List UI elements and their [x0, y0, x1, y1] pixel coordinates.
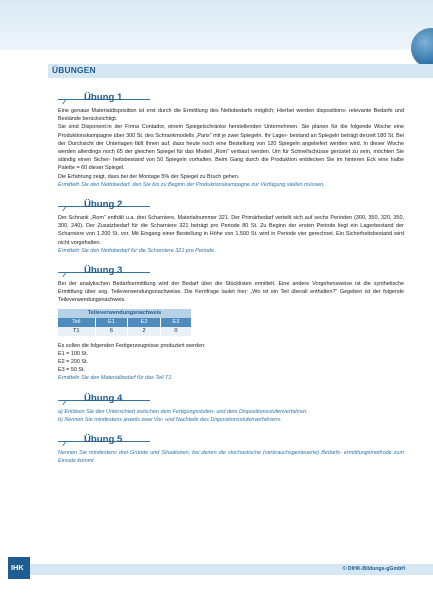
table-header-cell: E3 — [160, 318, 191, 327]
header-band — [0, 0, 433, 50]
section-bar — [48, 64, 433, 78]
exercise-heading — [58, 393, 404, 407]
exercise-heading — [58, 199, 404, 213]
table-header-cell: E2 — [128, 318, 161, 327]
task-text: Ermitteln Sie den Nettobedarf, den Sie bis zu Beginn der Produktionskampagne zur Verfügung stellen müssen. — [58, 181, 325, 188]
exercise-heading — [58, 92, 404, 106]
table-row — [58, 327, 191, 336]
logo-text: IHK — [11, 563, 24, 572]
list-item: E3 = 50 St. — [58, 367, 86, 374]
paragraph: Bei der analytischen Bedarfsermittlung wird der Bedarf über die Stücklisten ermittelt. Eine andere Vorgehensweise ist die synthetische Ermittlung über sog. Teileverwendungsnachweise. Die Kernfrage lautet hier: „Wo ist ein Teil überall enthalten?“ Gegeben ist der folgende Teileverwendungsnachweis. — [58, 281, 404, 304]
product-list — [58, 342, 404, 375]
page-content — [58, 92, 404, 465]
exercise-3 — [58, 265, 404, 383]
task-text: b) Nennen Sie mindestens jeweils zwei Vor- und Nachteile des Dispositionsstufenverfahrens. — [58, 416, 282, 423]
paragraph: Sie sind Disponent:in der Firma Contador, einem Spiegelschränke herstellenden Unternehmen. Sie planen für die folgende Woche eine Produktionskampagne über 300 St. des Schrankmodells „Paris“ mit je zwei Spiegeln. Ihr Lager- bestand an Spiegeln beträgt derzeit 180 St. Bei der Durchsicht der Unterlagen fällt Ihnen auf, dass heute noch eine Bestellung von 120 Spiegeln angeliefert werden wird. In dieser Woche werden allerdings noch 65 der gleichen Spiegel für das Modell „Rom“ verbaut werden. Um für Schnellschüsse gerüstet zu sein, möchten Sie ständig einen Sicher- heitsbestand von 50 Spiegeln vorhalten. Beim Gang durch die Produktion entdecken Sie im hinteren Eck eine halbe Palette = 60 dieser Spiegel. — [58, 124, 404, 172]
exercise-4 — [58, 393, 404, 424]
exercise-title: Übung 4 — [84, 392, 123, 404]
ihk-logo — [8, 557, 30, 579]
task-text: Nennen Sie mindestens drei Gründe und Situationen, bei denen die stochastische (verbrauchsgesteuerte) Bedarfs- ermittlungsmethode zum Einsatz kommt. — [58, 450, 404, 465]
task-text: a) Erklären Sie den Unterschied zwischen dem Fertigungsstufen- und dem Dispositionsstufenverfahren. — [58, 408, 308, 415]
exercise-title: Übung 5 — [84, 434, 123, 446]
usage-table — [58, 309, 191, 336]
paragraph: Eine genaue Materialdisposition ist erst durch die Ermittlung des Nettobedarfs möglich; Hierbei werden dispositions- relevante Bedarfe und Bestände berücksichtigt. — [58, 108, 404, 123]
exercise-title: Übung 1 — [84, 92, 123, 103]
list-item: E1 = 100 St. — [58, 350, 89, 357]
table-cell: 0 — [160, 327, 191, 336]
table-header-cell: E1 — [95, 318, 128, 327]
exercise-heading — [58, 434, 404, 448]
section-title: ÜBUNGEN — [52, 65, 96, 75]
table-cell: 6 — [95, 327, 128, 336]
exercise-5 — [58, 434, 404, 465]
task-text: Ermitteln Sie den Nettobedarf für die Scharniere 321 pro Periode. — [58, 247, 216, 254]
exercise-1 — [58, 92, 404, 189]
exercise-2 — [58, 199, 404, 255]
copyright: © DIHK-Bildungs-gGmbH — [342, 566, 405, 572]
table-title: Teileverwendungsnachweis — [58, 309, 191, 318]
exercise-title: Übung 2 — [84, 199, 123, 211]
paragraph: Es sollen die folgenden Fertigerzeugnisse produziert werden: — [58, 342, 206, 349]
table-header-cell: Teil — [58, 318, 95, 327]
table-cell: T1 — [58, 327, 95, 336]
table-cell: 2 — [128, 327, 161, 336]
exercise-title: Übung 3 — [84, 265, 123, 277]
task-text: Ermitteln Sie den Materialbedarf für das Teil T1. — [58, 375, 173, 382]
exercise-heading — [58, 265, 404, 279]
paragraph: Der Schrank „Rom“ enthält u.a. drei Scharniere, Materialnummer 321. Der Primärbedarf verteilt sich auf sechs Perioden (300, 350, 320, 350, 300, 240). Der Zusatzbedarf für die Scharniere 321 beträgt pro Periode 80 St. Zu Beginn der ersten Periode liegt ein Lagerbestand der Scharniere von 1.200 St. vor. Mit Eingang einer Bestellung in Höhe von 1.500 St. wird in Periode vier gerechnet. Ein Sicherheitsbestand wird nicht vorgehalten. — [58, 215, 404, 246]
paragraph: Die Erfahrung zeigt, dass bei der Montage 5% der Spiegel zu Bruch gehen. — [58, 173, 240, 180]
list-item: E2 = 200 St. — [58, 359, 89, 366]
